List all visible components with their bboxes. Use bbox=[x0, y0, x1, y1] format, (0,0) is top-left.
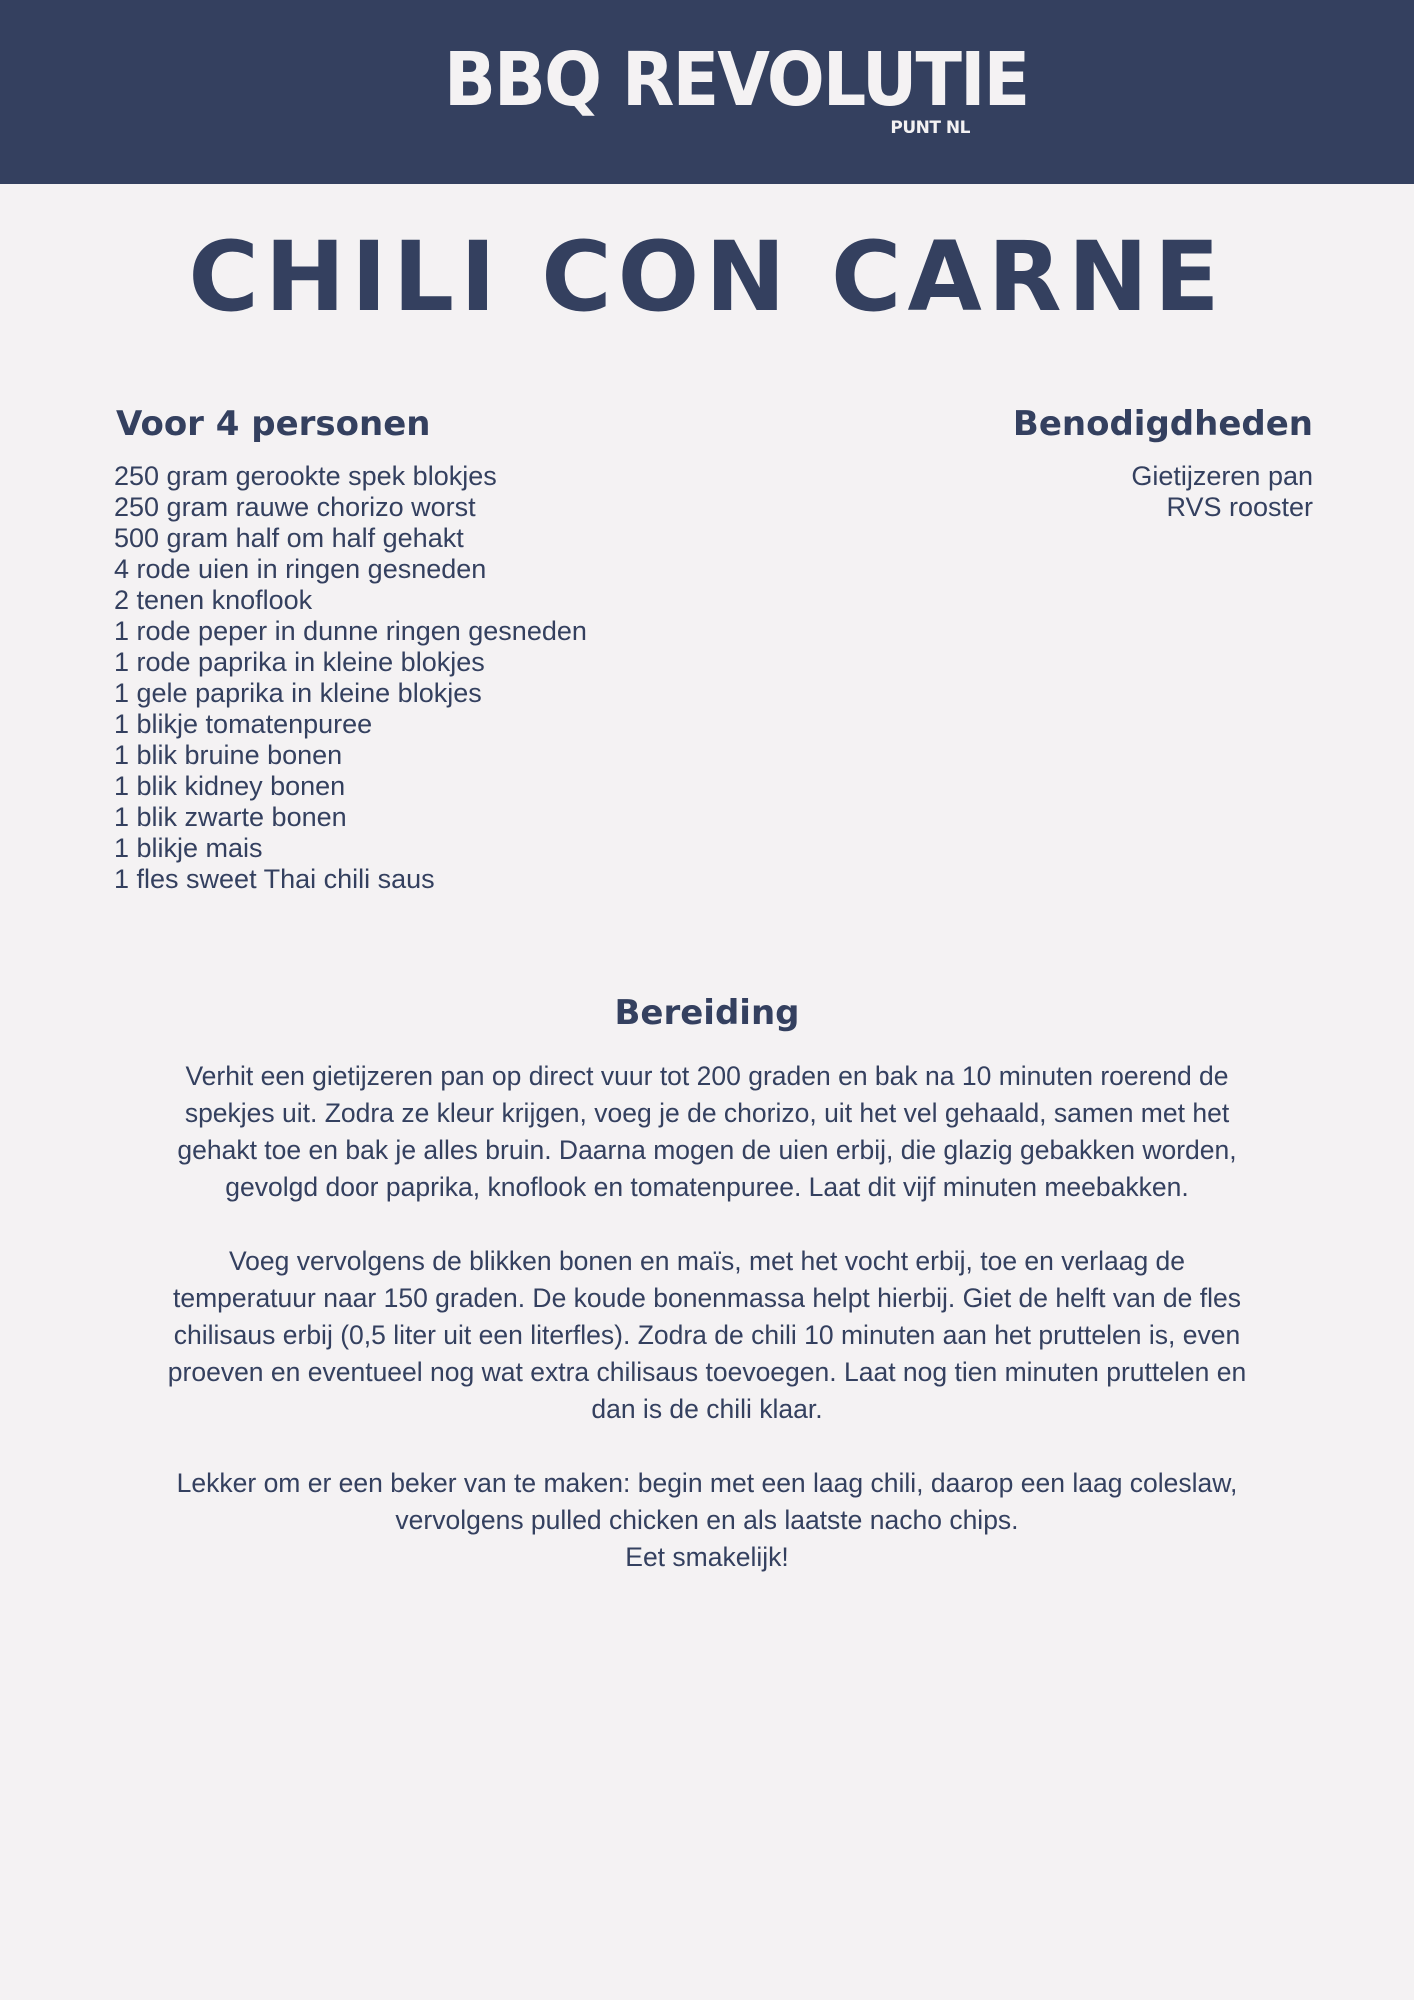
tools-heading: Benodigdheden bbox=[1012, 404, 1313, 444]
preparation-line: chilisaus erbij (0,5 liter uit een literfles). Zodra de chili 10 minuten aan het pruttelen is, even bbox=[173, 1320, 1241, 1350]
header-banner bbox=[0, 0, 1414, 184]
preparation-line: Eet smakelijk! bbox=[625, 1542, 789, 1572]
preparation-text bbox=[60, 1058, 1354, 1613]
recipe-title: CHILI CON CARNE bbox=[188, 221, 1226, 333]
ingredient-item: 1 blikje tomatenpuree bbox=[114, 709, 373, 739]
ingredient-item: 1 rode paprika in kleine blokjes bbox=[114, 647, 485, 677]
ingredient-item: 1 blikje mais bbox=[114, 833, 263, 863]
preparation-line: spekjes uit. Zodra ze kleur krijgen, voeg je de chorizo, uit het vel gehaald, samen met het bbox=[184, 1098, 1230, 1128]
ingredient-item: 2 tenen knoflook bbox=[114, 585, 313, 615]
preparation-line: Voeg vervolgens de blikken bonen en maïs, met het vocht erbij, toe en verlaag de bbox=[228, 1246, 1186, 1276]
ingredient-item: 1 rode peper in dunne ringen gesneden bbox=[114, 616, 587, 646]
tool-item: RVS rooster bbox=[1166, 492, 1313, 522]
preparation-line: proeven en eventueel nog wat extra chilisaus toevoegen. Laat nog tien minuten pruttelen en bbox=[167, 1357, 1247, 1387]
ingredient-item: 1 blik kidney bonen bbox=[114, 771, 346, 801]
preparation-paragraph bbox=[60, 1243, 1354, 1428]
ingredient-item: 250 gram gerookte spek blokjes bbox=[114, 461, 497, 491]
preparation-line: vervolgens pulled chicken en als laatste nacho chips. bbox=[395, 1505, 1019, 1535]
tool-item: Gietijzeren pan bbox=[1131, 461, 1313, 491]
ingredient-item: 500 gram half om half gehakt bbox=[114, 523, 464, 553]
preparation-line: temperatuur naar 150 graden. De koude bonenmassa helpt hierbij. Giet de helft van de fles bbox=[172, 1283, 1242, 1313]
ingredient-item: 1 fles sweet Thai chili saus bbox=[114, 864, 435, 894]
preparation-line: gehakt toe en bak je alles bruin. Daarna mogen de uien erbij, die glazig gebakken worden, bbox=[177, 1135, 1237, 1165]
servings-heading: Voor 4 personen bbox=[116, 404, 431, 444]
logo-wordmark: BBQ REVOLUTIE bbox=[444, 37, 1029, 123]
preparation-line: gevolgd door paprika, knoflook en tomatenpuree. Laat dit vijf minuten meebakken. bbox=[225, 1172, 1189, 1202]
preparation-paragraph bbox=[60, 1058, 1354, 1206]
tools-list bbox=[913, 461, 1313, 523]
ingredient-item: 4 rode uien in ringen gesneden bbox=[114, 554, 487, 584]
logo-subtext: PUNT NL bbox=[890, 118, 970, 138]
preparation-line: Verhit een gietijzeren pan op direct vuur tot 200 graden en bak na 10 minuten roerend de bbox=[185, 1061, 1229, 1091]
brand-logo bbox=[444, 37, 1029, 144]
preparation-paragraph bbox=[60, 1465, 1354, 1576]
preparation-line: Lekker om er een beker van te maken: begin met een laag chili, daarop een laag coleslaw, bbox=[176, 1468, 1238, 1498]
ingredient-item: 1 blik bruine bonen bbox=[114, 740, 343, 770]
preparation-line: dan is de chili klaar. bbox=[591, 1394, 823, 1424]
ingredient-item: 1 gele paprika in kleine blokjes bbox=[114, 678, 482, 708]
ingredient-list bbox=[114, 461, 714, 895]
preparation-heading: Bereiding bbox=[614, 993, 800, 1033]
ingredient-item: 1 blik zwarte bonen bbox=[114, 802, 347, 832]
ingredient-item: 250 gram rauwe chorizo worst bbox=[114, 492, 476, 522]
